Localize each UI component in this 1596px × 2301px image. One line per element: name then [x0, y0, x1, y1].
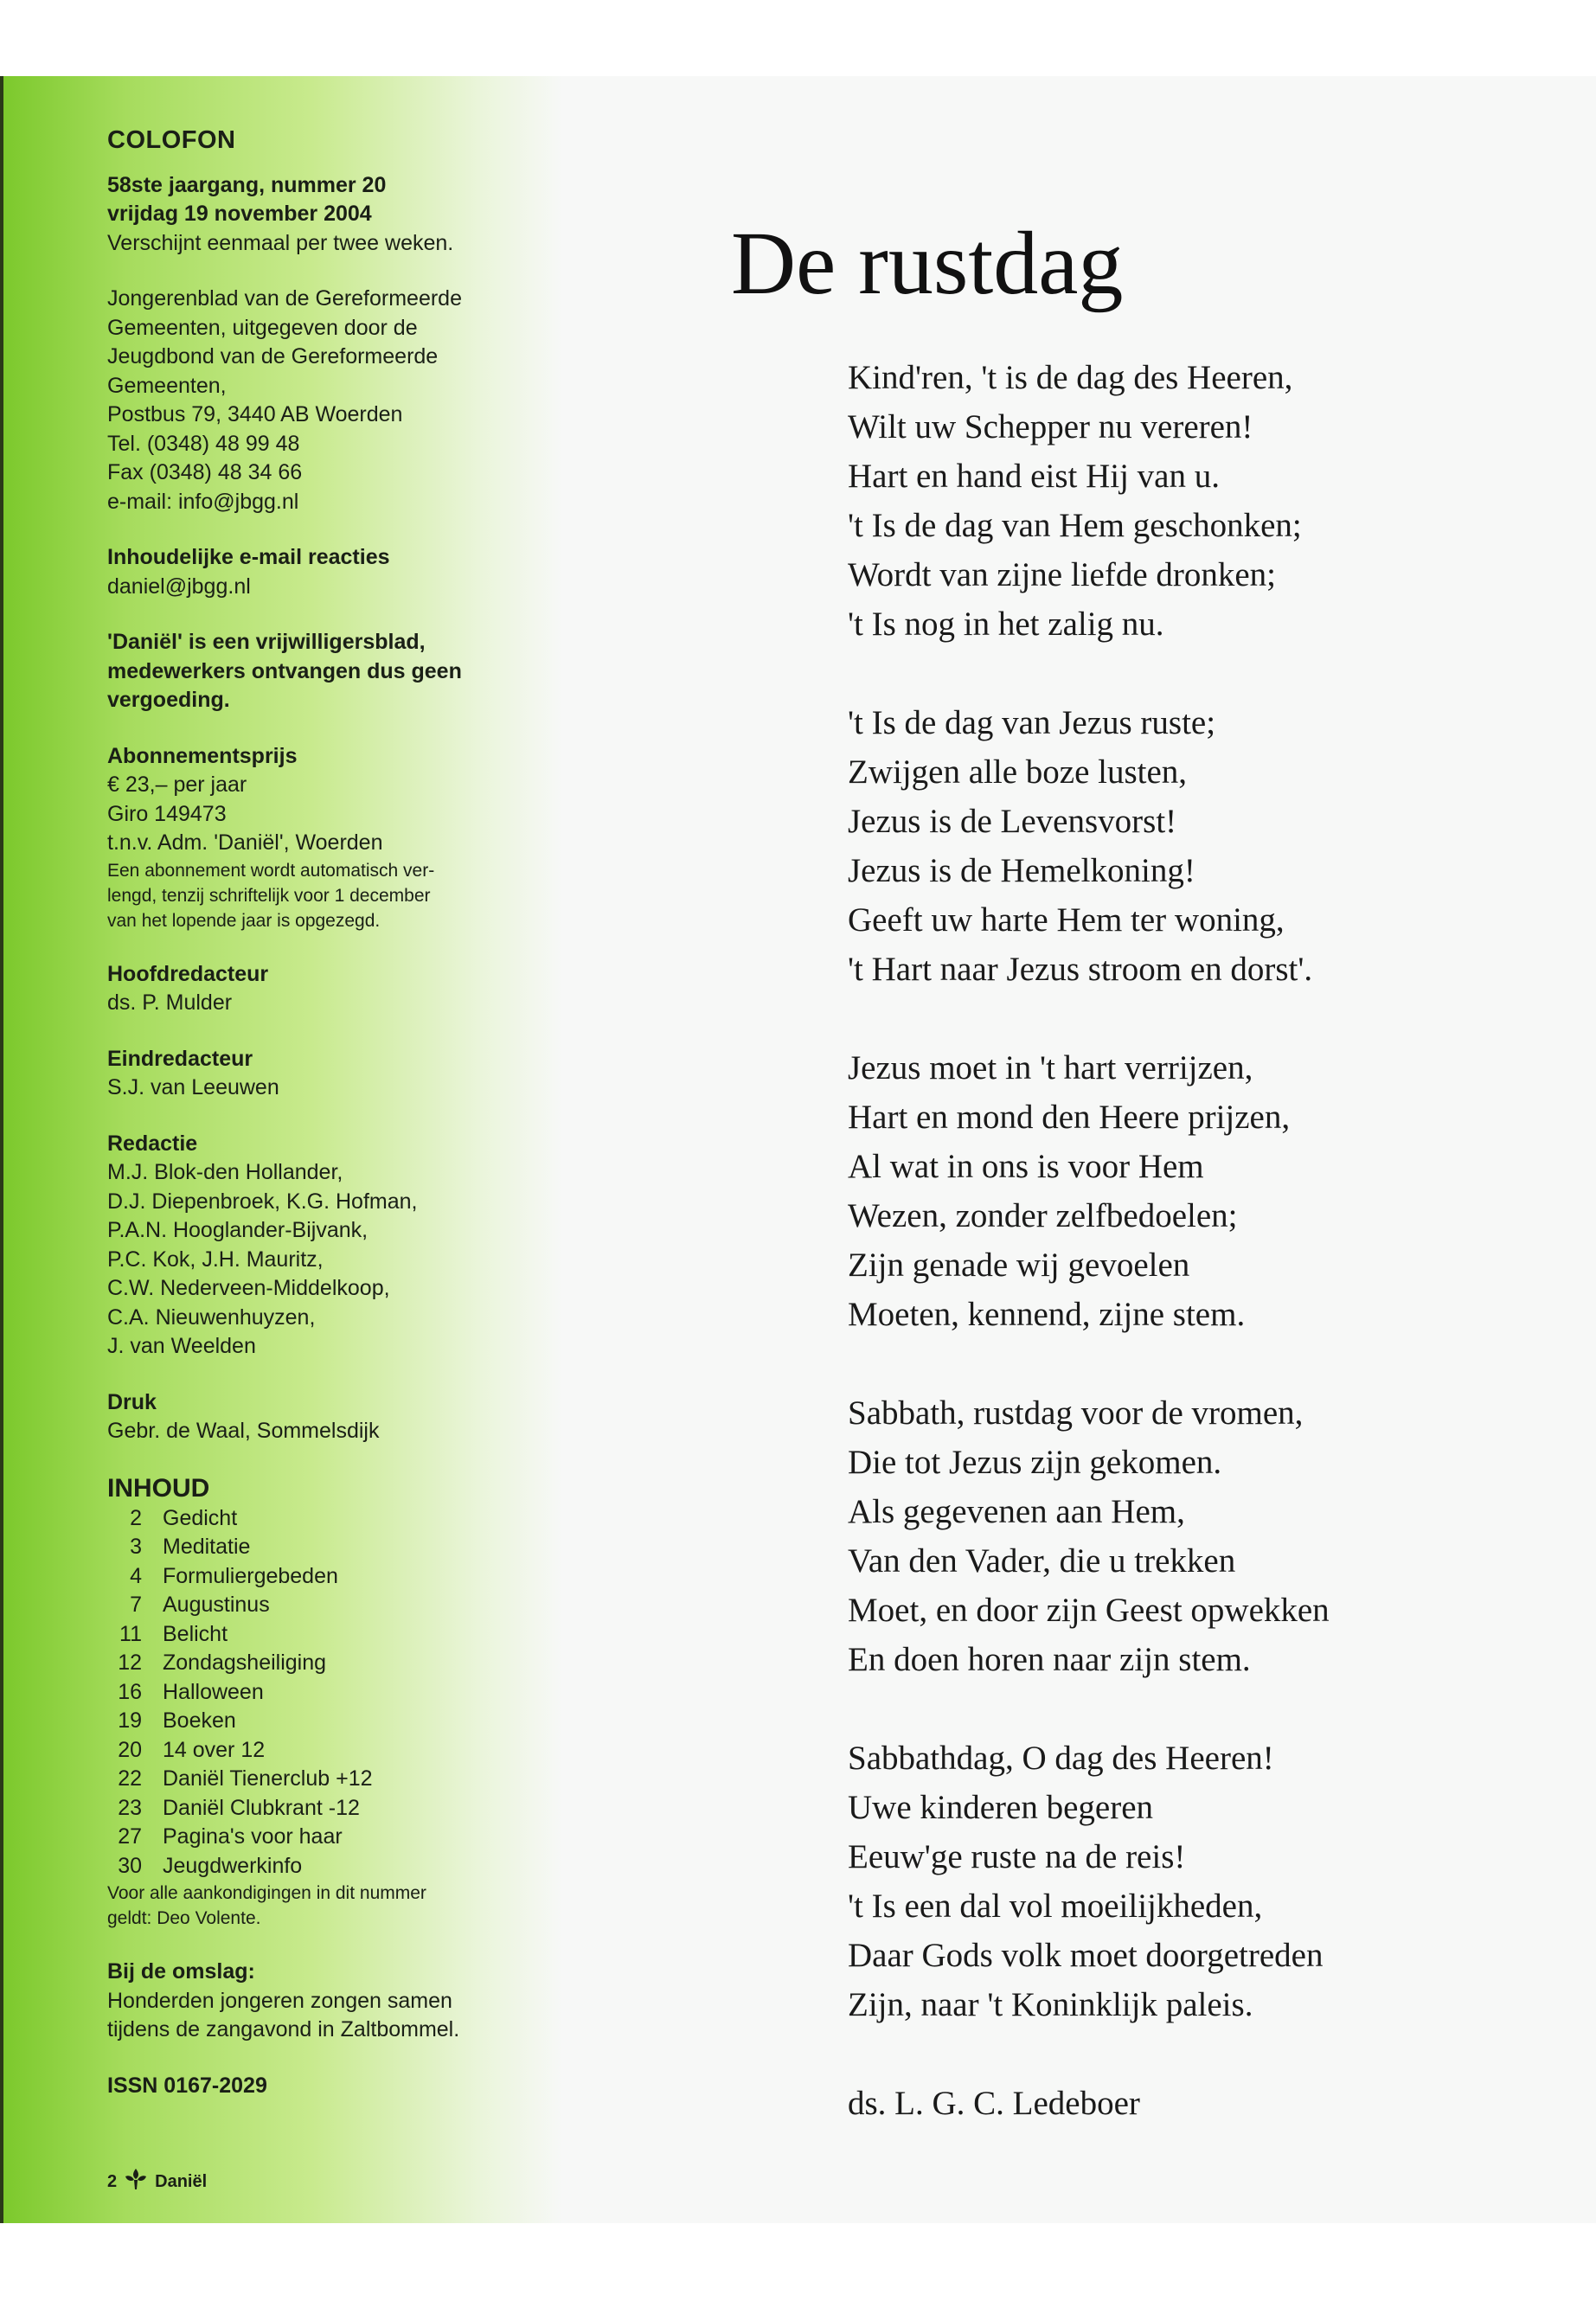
- contents-title: Meditatie: [163, 1535, 251, 1559]
- editorial-member: M.J. Blok-den Hollander,: [107, 1160, 343, 1184]
- poem-line: Jezus is de Levensvorst!: [848, 803, 1177, 840]
- contents-note: [107, 1881, 557, 1931]
- poem-line: Al wat in ons is voor Hem: [848, 1148, 1204, 1185]
- poem-line: Wezen, zonder zelfbedoelen;: [848, 1197, 1238, 1234]
- contents-page-number: 16: [118, 1679, 142, 1704]
- publisher-line: Gemeenten, uitgegeven door de: [107, 315, 418, 340]
- poem-line: Jezus is de Hemelkoning!: [848, 852, 1195, 889]
- print-heading: Druk: [107, 1389, 157, 1414]
- contents-title: Jeugdwerkinfo: [163, 1853, 303, 1878]
- contents-title: Daniël Clubkrant -12: [163, 1795, 360, 1820]
- poem-line: Moet, en door zijn Geest opwekken: [848, 1592, 1330, 1629]
- frequency-text: Verschijnt eenmaal per twee weken.: [107, 230, 454, 255]
- fleur-de-lis-icon: [124, 2168, 148, 2195]
- contents-page-number: 7: [130, 1593, 142, 1617]
- poem-line: Zijn genade wij gevoelen: [848, 1247, 1190, 1284]
- contents-title: Gedicht: [163, 1505, 238, 1530]
- contents-item: [107, 1736, 557, 1766]
- chief-editor-heading: Hoofdredacteur: [107, 961, 269, 986]
- poem-line: Van den Vader, die u trekken: [848, 1542, 1236, 1580]
- contents-title: Daniël Tienerclub +12: [163, 1766, 373, 1791]
- colofon-sidebar: [0, 76, 562, 2223]
- publisher-line: Jongerenblad van de Gereformeerde: [107, 286, 462, 311]
- poem-stanza: [848, 1388, 1540, 1684]
- subscription-note-line: van het lopende jaar is opgezegd.: [107, 910, 381, 931]
- chief-editor-name: ds. P. Mulder: [107, 990, 233, 1015]
- email-block: [107, 543, 557, 601]
- contents-title: Halloween: [163, 1679, 264, 1704]
- poem-stanza: [848, 698, 1540, 994]
- volunteer-note: [107, 628, 557, 715]
- cover-block: [107, 1958, 557, 2045]
- final-editor-block: [107, 1045, 557, 1103]
- poem-line: Jezus moet in 't hart verrijzen,: [848, 1049, 1253, 1086]
- volunteer-line: 'Daniël' is een vrijwilligersblad,: [107, 630, 426, 654]
- colofon-content: [107, 126, 557, 2100]
- poem-line: En doen horen naar zijn stem.: [848, 1641, 1251, 1678]
- page-number: 2: [107, 2171, 118, 2191]
- contents-page-number: 22: [118, 1766, 142, 1791]
- editorial-block: [107, 1130, 557, 1362]
- editorial-member: C.W. Nederveen-Middelkoop,: [107, 1276, 390, 1300]
- contents-page-number: 19: [118, 1708, 142, 1733]
- chief-editor-block: [107, 960, 557, 1018]
- editorial-heading: Redactie: [107, 1131, 198, 1156]
- editorial-member: J. van Weelden: [107, 1334, 256, 1358]
- poem-line: Die tot Jezus zijn gekomen.: [848, 1444, 1222, 1481]
- poem-stanza: [848, 1734, 1540, 2029]
- contents-item: [107, 1823, 557, 1852]
- contents-item: [107, 1620, 557, 1650]
- publisher-address: Postbus 79, 3440 AB Woerden: [107, 402, 403, 426]
- poem-line: Geeft uw harte Hem ter woning,: [848, 901, 1285, 939]
- editorial-member: C.A. Nieuwenhuyzen,: [107, 1304, 316, 1330]
- contents-item: [107, 1533, 557, 1562]
- poem-line: Hart en hand eist Hij van u.: [848, 458, 1220, 495]
- contents-title: Belicht: [163, 1621, 228, 1646]
- email-heading: Inhoudelijke e-mail reacties: [107, 545, 390, 569]
- poem-line: Uwe kinderen begeren: [848, 1789, 1153, 1826]
- contents-page-number: 23: [118, 1795, 142, 1820]
- publisher-phone: Tel. (0348) 48 99 48: [107, 431, 300, 456]
- issue-date: vrijdag 19 november 2004: [107, 202, 372, 226]
- poem-line: Eeuw'ge ruste na de reis!: [848, 1838, 1186, 1875]
- poem-line: Zijn, naar 't Koninklijk paleis.: [848, 1986, 1253, 2023]
- poem-stanza: [848, 353, 1540, 649]
- poem-line: Kind'ren, 't is de dag des Heeren,: [848, 359, 1293, 396]
- poem-title: De rustdag: [731, 214, 1124, 313]
- print-block: [107, 1388, 557, 1446]
- contents-title: Formuliergebeden: [163, 1563, 338, 1588]
- subscription-heading: Abonnementsprijs: [107, 743, 298, 768]
- contents-page-number: 30: [118, 1853, 142, 1878]
- issn: ISSN 0167-2029: [107, 2073, 267, 2098]
- editorial-member: P.A.N. Hooglander-Bijvank,: [107, 1218, 369, 1242]
- contents-title: Boeken: [163, 1708, 236, 1733]
- subscription-note: [107, 858, 557, 933]
- contents-item: [107, 1504, 557, 1534]
- contents-item: [107, 1678, 557, 1708]
- poem-line: Sabbathdag, O dag des Heeren!: [848, 1740, 1274, 1777]
- volunteer-line: vergoeding.: [107, 688, 230, 712]
- subscription-price: € 23,– per jaar: [107, 772, 247, 797]
- issue-info: [107, 171, 557, 259]
- poem-line: Zwijgen alle boze lusten,: [848, 753, 1188, 791]
- poem-line: 't Is een dal vol moeilijkheden,: [848, 1888, 1263, 1925]
- contents-page-number: 12: [118, 1650, 142, 1675]
- poem-stanzas: [848, 353, 1540, 2029]
- email-link[interactable]: daniel@jbgg.nl: [107, 574, 251, 599]
- publisher-fax: Fax (0348) 48 34 66: [107, 460, 303, 484]
- magazine-page: [0, 76, 1596, 2223]
- contents-title: Zondagsheiliging: [163, 1650, 327, 1675]
- poem-stanza: [848, 1043, 1540, 1339]
- subscription-account: t.n.v. Adm. 'Daniël', Woerden: [107, 830, 383, 855]
- contents-page-number: 3: [130, 1535, 142, 1559]
- contents-item: [107, 1852, 557, 1881]
- poem-line: 't Is nog in het zalig nu.: [848, 606, 1164, 643]
- poem-line: Als gegevenen aan Hem,: [848, 1493, 1185, 1530]
- subscription-note-line: lengd, tenzij schriftelijk voor 1 december: [107, 885, 431, 906]
- contents-title: Pagina's voor haar: [163, 1824, 343, 1849]
- poem-body: [848, 353, 1540, 2128]
- issue-line: 58ste jaargang, nummer 20: [107, 172, 387, 197]
- final-editor-name: S.J. van Leeuwen: [107, 1075, 279, 1099]
- contents-note-line: Voor alle aankondigingen in dit nummer: [107, 1883, 426, 1903]
- cover-heading: Bij de omslag:: [107, 1959, 255, 1984]
- subscription-block: [107, 742, 557, 933]
- contents-list: [107, 1504, 557, 1881]
- contents-block: [107, 1473, 557, 1932]
- publisher-block: [107, 285, 557, 516]
- subscription-giro: Giro 149473: [107, 801, 227, 826]
- contents-page-number: 2: [130, 1505, 142, 1530]
- editorial-member: D.J. Diepenbroek, K.G. Hofman,: [107, 1189, 418, 1214]
- publisher-line: Jeugdbond van de Gereformeerde: [107, 344, 439, 369]
- contents-page-number: 27: [118, 1824, 142, 1849]
- contents-item: [107, 1649, 557, 1678]
- contents-item: [107, 1765, 557, 1794]
- poem-line: 't Hart naar Jezus stroom en dorst'.: [848, 951, 1313, 988]
- contents-page-number: 4: [130, 1563, 142, 1588]
- poem-line: Wordt van zijne liefde dronken;: [848, 556, 1277, 593]
- poem-line: 't Is de dag van Hem geschonken;: [848, 507, 1302, 544]
- poem-author: ds. L. G. C. Ledeboer: [848, 2085, 1140, 2122]
- page-footer: [107, 2168, 207, 2195]
- poem-line: 't Is de dag van Jezus ruste;: [848, 704, 1216, 741]
- colofon-title: COLOFON: [107, 126, 236, 154]
- contents-page-number: 20: [118, 1737, 142, 1762]
- contents-item: [107, 1794, 557, 1823]
- poem-line: Hart en mond den Heere prijzen,: [848, 1099, 1291, 1136]
- contents-item: [107, 1591, 557, 1620]
- contents-heading: INHOUD: [107, 1473, 210, 1503]
- final-editor-heading: Eindredacteur: [107, 1046, 253, 1071]
- poem-line: Moeten, kennend, zijne stem.: [848, 1296, 1246, 1333]
- publisher-line: Gemeenten,: [107, 373, 227, 398]
- contents-item: [107, 1707, 557, 1736]
- contents-item: [107, 1562, 557, 1592]
- contents-note-line: geldt: Deo Volente.: [107, 1908, 261, 1928]
- contents-page-number: 11: [119, 1621, 142, 1646]
- editorial-member: P.C. Kok, J.H. Mauritz,: [107, 1247, 324, 1272]
- cover-text-line: Honderden jongeren zongen samen: [107, 1988, 452, 2013]
- contents-title: 14 over 12: [163, 1737, 266, 1762]
- publisher-email[interactable]: e-mail: info@jbgg.nl: [107, 489, 299, 514]
- printer-name: Gebr. de Waal, Sommelsdijk: [107, 1419, 380, 1443]
- poem-line: Wilt uw Schepper nu vereren!: [848, 408, 1253, 445]
- subscription-note-line: Een abonnement wordt automatisch ver-: [107, 860, 435, 881]
- contents-title: Augustinus: [163, 1593, 270, 1617]
- cover-text-line: tijdens de zangavond in Zaltbommel.: [107, 2017, 460, 2041]
- poem-line: Sabbath, rustdag voor de vromen,: [848, 1394, 1304, 1432]
- magazine-name: Daniël: [155, 2171, 208, 2191]
- volunteer-line: medewerkers ontvangen dus geen: [107, 658, 462, 683]
- poem-line: Daar Gods volk moet doorgetreden: [848, 1937, 1324, 1974]
